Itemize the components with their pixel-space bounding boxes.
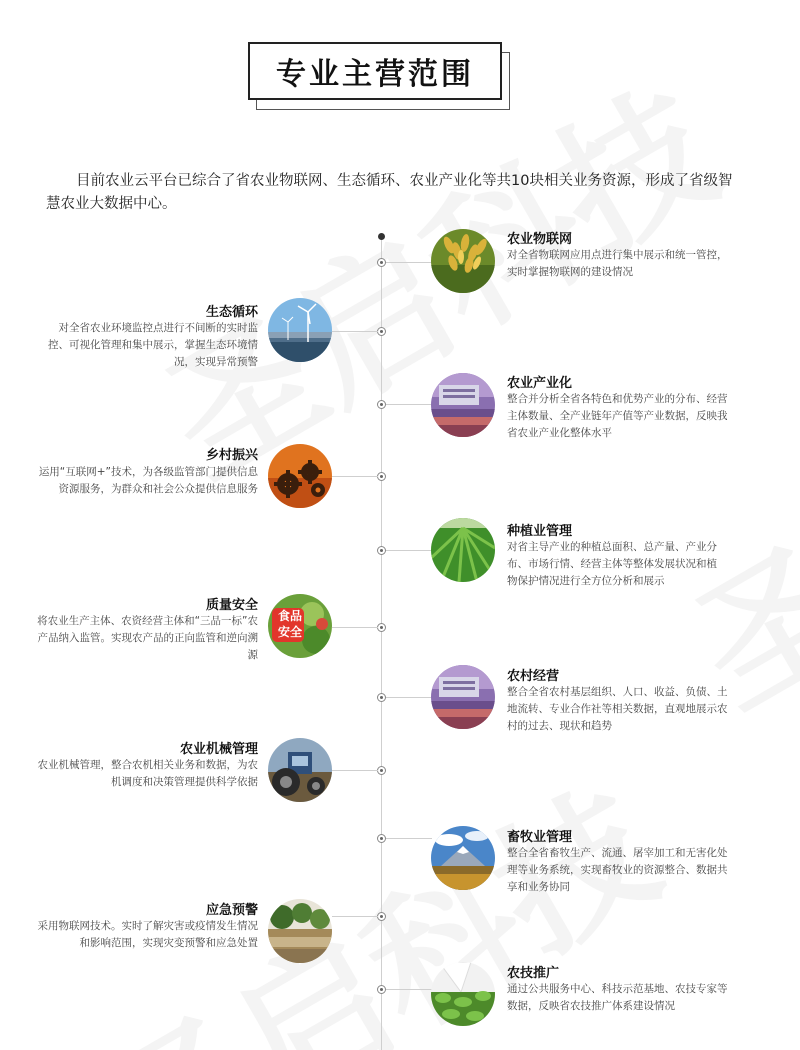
crop-field-image [431,518,495,582]
item-title: 畜牧业管理 [507,830,573,845]
item-title: 种植业管理 [507,524,573,539]
title-frame [248,42,502,100]
item-description: 运用“互联网+”技术，为各级监管部门提供信息资源服务，为群众和社会公众提供信息服务 [38,466,258,495]
item-title: 农村经营 [507,669,560,684]
timeline-start-dot [378,233,385,240]
connector-line [332,476,378,477]
greenhouse-image [431,665,495,729]
item-title: 乡村振兴 [205,448,258,463]
connector-line [386,262,432,263]
gears-image [268,444,332,508]
item-description: 对全省农业环境监控点进行不间断的实时监控、可视化管理和集中展示，掌握生态环境情况，实现异常预警 [48,322,258,368]
timeline-dot [377,472,386,481]
page-title: 专业主营范围 [276,57,474,92]
item-title: 质量安全 [205,598,258,613]
page-title-box [248,42,512,112]
item-description: 整合并分析全省各特色和优势产业的分布、经营主体数量、全产业链年产值等产业数据，反映我省农业产业化整体水平 [507,393,728,439]
watermark [650,260,800,747]
timeline-dot [377,985,386,994]
connector-line [332,331,378,332]
timeline-dot [377,912,386,921]
food-safety-badge: 食品安全 [277,609,302,639]
item-description: 通过公共服务中心、科技示范基地、农技专家等数据，反映省农技推广体系建设情况 [507,983,728,1012]
connector-line [386,989,432,990]
connector-line [386,550,432,551]
timeline-dot [377,623,386,632]
intro-paragraph: 目前农业云平台已综合了省农业物联网、生态循环、农业产业化等共10块相关业务资源，形成了省级智慧农业大数据中心。 [46,173,733,212]
item-description: 采用物联网技术。实时了解灾害或疫情发生情况和影响范围，实现灾变预警和应急处置 [37,920,258,949]
timeline-dot [377,327,386,336]
item-title: 农技推广 [507,966,560,981]
connector-line [332,770,378,771]
item-title: 生态循环 [205,305,258,320]
item-description: 农业机械管理，整合农机相关业务和数据，为农机调度和决策管理提供科学依据 [37,759,258,788]
timeline-dot [377,400,386,409]
mountain-pasture-image [431,826,495,890]
seedling-image [431,962,495,1026]
timeline-dot [377,766,386,775]
rice-ear-image [431,229,495,293]
connector-line [386,697,432,698]
item-title: 农业物联网 [507,232,573,247]
timeline-dot [377,546,386,555]
timeline-line [381,236,382,1050]
greenhouse-image [431,373,495,437]
connector-line [332,916,378,917]
item-description: 对省主导产业的种植总面积、总产量、产业分布、市场行情、经营主体等整体发展状况和植物保护情况进行全方位分析和展示 [507,541,717,587]
timeline-dot [377,693,386,702]
timeline-dot [377,834,386,843]
wind-turbine-image [268,298,332,362]
item-description: 整合全省畜牧生产、流通、屠宰加工和无害化处理等业务系统，实现畜牧业的资源整合、数据共享和业务协同 [507,847,728,893]
item-title: 农业产业化 [507,376,573,391]
item-description: 整合全省农村基层组织、人口、收益、负债、土地流转、专业合作社等相关数据，直观地展示农村的过去、现状和趋势 [507,686,728,732]
item-title: 应急预警 [205,903,258,918]
item-description: 将农业生产主体、农资经营主体和“三品一标”农产品纳入监管。实现农产品的正向监管和逆向溯源 [37,615,258,661]
timeline-dot [377,258,386,267]
connector-line [386,404,432,405]
connector-line [332,627,378,628]
food-safety-image [268,594,332,658]
connector-line [386,838,432,839]
item-description: 对全省物联网应用点进行集中展示和统一管控，实时掌握物联网的建设情况 [507,249,728,278]
flood-image [268,899,332,963]
item-title: 农业机械管理 [179,742,258,757]
tractor-image [268,738,332,802]
